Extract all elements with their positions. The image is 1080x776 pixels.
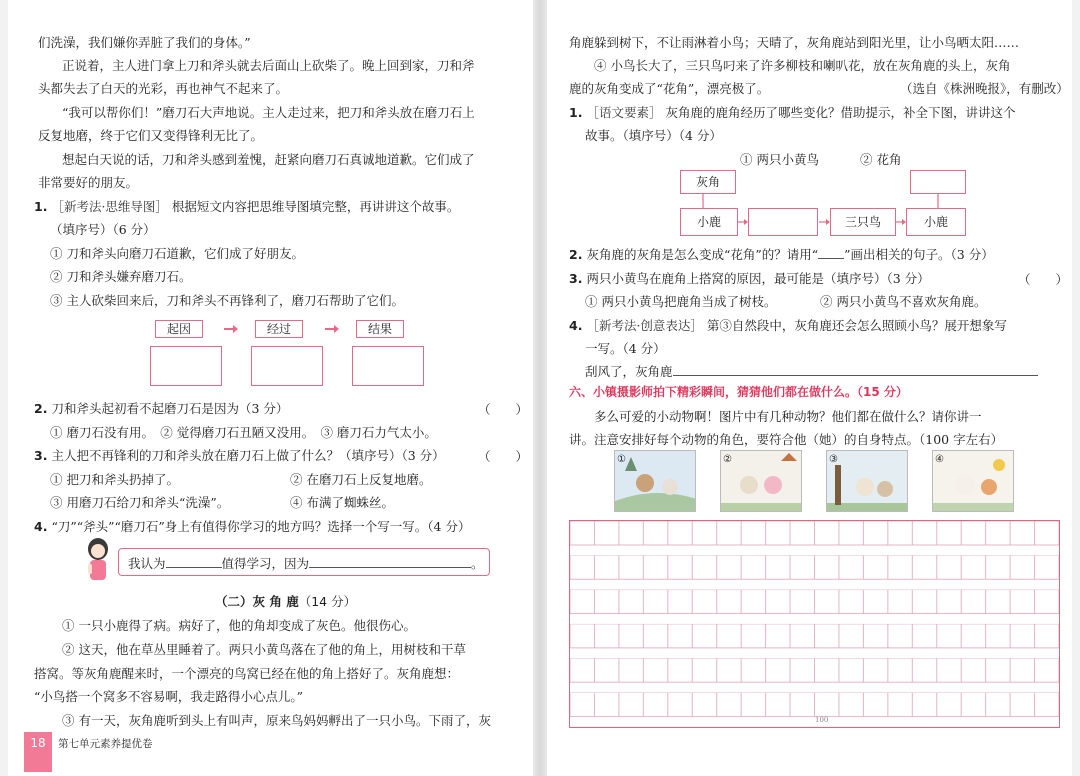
story-paragraph-1: ① 一只小鹿得了病。病好了，他的角却变成了灰色。他很伤心。 — [62, 618, 416, 633]
writing-grid-lines — [570, 521, 1059, 727]
r-question-4-number: 4. — [569, 318, 583, 333]
r-question-3-number: 3. — [569, 271, 583, 286]
r-question-4-tag: ［新考法·创意表达］ — [586, 318, 703, 333]
r-question-4 — [569, 317, 1007, 334]
story-paragraph-2b: 搭窝。等灰角鹿醒来时，一个漂亮的鸟窝已经在他的角上搭好了。灰角鹿想： — [34, 666, 460, 681]
answer-blank[interactable] — [166, 556, 222, 568]
question-3-number: 3. — [34, 448, 48, 463]
question-1 — [34, 198, 459, 215]
picture-3-number: ③ — [829, 454, 838, 465]
paragraph-1b: 头都失去了白天的光彩，再也神气不起来了。 — [38, 81, 289, 96]
r-question-3-option-1: ① 两只小黄鸟把鹿角当成了树枝。 — [585, 294, 777, 309]
flow-node-1-label: 小鹿 — [696, 215, 721, 229]
answer-blank[interactable] — [309, 556, 471, 568]
arrow-right-icon — [325, 325, 339, 333]
mindmap-label-cause: 起因 — [166, 322, 191, 336]
picture-3 — [826, 450, 908, 512]
story-paragraph-3: ③ 有一天，灰角鹿听到头上有叫声，原来鸟妈妈孵出了一只小鸟。下雨了，灰 — [62, 713, 491, 728]
r-question-3-text: 两只小黄鸟在鹿角上搭窝的原因，最可能是（填序号）（3 分） — [586, 271, 930, 286]
hint-2: ② 花角 — [860, 152, 902, 167]
r-question-2-text2: ”画出相关的句子。（3 分） — [844, 247, 994, 262]
flow-node-2-answer[interactable] — [748, 208, 818, 236]
section-6-prompt-2: 讲。注意安排好每个动物的角色，要符合他（她）的自身特点。（100 字左右） — [569, 432, 1004, 447]
r-question-3-option-2: ② 两只小黄鸟不喜欢灰角鹿。 — [820, 294, 987, 309]
page-number: 18 — [24, 732, 52, 772]
mindmap-label-box-2 — [255, 320, 303, 338]
question-3-text: 主人把不再锋利的刀和斧头放在磨刀石上做了什么？（填序号）（3 分） — [51, 448, 445, 463]
animal-scene-image — [827, 451, 908, 512]
section-2-title-text: （二）灰 角 鹿 — [215, 594, 299, 609]
mindmap-answer-box-1[interactable] — [150, 346, 222, 386]
r-question-4-text: 第③自然段中，灰角鹿还会怎么照顾小鸟？展开想象写 — [706, 318, 1007, 333]
question-1-text: 根据短文内容把思维导图填完整，再讲讲这个故事。 — [171, 199, 460, 214]
question-4-prompt-b: 值得学习，因为 — [221, 556, 310, 571]
picture-1-number: ① — [617, 454, 626, 465]
flow-node-4-label: 小鹿 — [923, 215, 948, 229]
story-paragraph-4b: 鹿的灰角变成了“花角”，漂亮极了。 — [569, 81, 770, 96]
question-2-number: 2. — [34, 401, 48, 416]
story-source: （选自《株洲晚报》，有删改） — [900, 81, 1069, 96]
r-question-3-answer-paren[interactable]: （ ） — [1018, 272, 1069, 287]
paragraph-3b: 非常要好的朋友。 — [38, 175, 139, 190]
r-question-1-number: 1. — [569, 105, 583, 120]
flow-node-3 — [830, 208, 896, 236]
story-paragraph-2c: “小鸟搭一个窝多不容易啊，我走路得小心点儿。” — [34, 689, 304, 704]
question-4-answer-line[interactable] — [128, 555, 484, 572]
picture-2 — [720, 450, 802, 512]
mindmap-label-result: 结果 — [367, 322, 392, 336]
question-3 — [34, 447, 445, 464]
question-3-answer-paren[interactable]: （ ） — [478, 449, 529, 464]
question-1-option-2: ② 刀和斧头嫌弃磨刀石。 — [50, 269, 192, 284]
question-4-number: 4. — [34, 519, 48, 534]
r-question-1 — [569, 104, 1015, 121]
picture-1 — [614, 450, 696, 512]
section-6-title: 六、小镇摄影师拍下精彩瞬间，猜猜他们都在做什么。（15 分） — [569, 385, 908, 399]
hint-1: ① 两只小黄鸟 — [740, 152, 819, 167]
animal-scene-image — [721, 451, 802, 512]
question-3-option-3: ③ 用磨刀石给刀和斧头“洗澡”。 — [50, 495, 230, 510]
mindmap-label-process: 经过 — [266, 322, 291, 336]
mindmap-answer-box-3[interactable] — [352, 346, 424, 386]
answer-blank[interactable] — [673, 364, 1038, 376]
flow-node-3-label: 三只鸟 — [844, 215, 881, 229]
book-gutter — [533, 0, 547, 776]
question-4 — [34, 518, 470, 535]
story-paragraph-4a: ④ 小鸟长大了，三只鸟叼来了许多柳枝和喇叭花，放在灰角鹿的头上，灰角 — [594, 58, 1011, 73]
question-2 — [34, 400, 288, 417]
question-2-answer-paren[interactable]: （ ） — [478, 402, 529, 417]
flow-top-answer-box[interactable] — [910, 170, 966, 194]
paragraph-1a: 正说着，主人进门拿上刀和斧头就去后面山上砍柴了。晚上回到家，刀和斧 — [62, 58, 475, 73]
paragraph-2b: 反复地磨，终于它们又变得锋利无比了。 — [38, 128, 264, 143]
flow-node-1 — [680, 208, 738, 236]
mindmap-label-box-1 — [155, 320, 203, 338]
r-question-4-start: 刮风了，灰角鹿 — [585, 364, 673, 379]
r-question-1-tag: ［语文要素］ — [586, 105, 662, 120]
question-4-text: “刀”“斧头”“磨刀石”身上有值得你学习的地方吗？选择一个写一写。（4 分） — [51, 519, 471, 534]
picture-4-number: ④ — [935, 454, 944, 465]
flow-node-4 — [906, 208, 966, 236]
question-1-tag: ［新考法·思维导图］ — [51, 199, 168, 214]
question-3-option-1: ① 把刀和斧头扔掉了。 — [50, 472, 179, 487]
question-2-options: ① 磨刀石没有用。 ② 觉得磨刀石丑陋又没用。 ③ 磨刀石力气太小。 — [50, 425, 437, 440]
r-question-2-text: 灰角鹿的灰角是怎么变成“花角”的？请用“ — [586, 247, 819, 262]
question-1-option-3: ③ 主人砍柴回来后，刀和斧头不再锋利了，磨刀石帮助了它们。 — [50, 293, 404, 308]
question-2-text: 刀和斧头起初看不起磨刀石是因为（3 分） — [51, 401, 289, 416]
arrow-right-icon — [224, 325, 238, 333]
r-question-4-answer[interactable] — [585, 363, 1038, 380]
mindmap-answer-box-2[interactable] — [251, 346, 323, 386]
picture-2-number: ② — [723, 454, 732, 465]
underline-sample — [818, 247, 844, 259]
story-paragraph-3-cont: 角鹿躲到树下，不让雨淋着小鸟；天晴了，灰角鹿站到阳光里，让小鸟晒太阳…… — [569, 35, 1020, 50]
r-question-2 — [569, 246, 994, 263]
paragraph-2a: “我可以帮你们！”磨刀石大声地说。主人走过来，把刀和斧头放在磨刀石上 — [62, 105, 475, 120]
section-2-score: （14 分） — [298, 594, 357, 609]
story-paragraph-2a: ② 这天，他在草丛里睡着了。两只小黄鸟落在了他的角上，用树枝和干草 — [62, 642, 466, 657]
r-question-2-number: 2. — [569, 247, 583, 262]
section-6-prompt-1: 多么可爱的小动物啊！图片中有几种动物？他们都在做什么？请你讲一 — [594, 409, 982, 424]
question-1-text2: （填序号）（6 分） — [50, 222, 156, 237]
girl-avatar-icon — [82, 536, 114, 582]
question-3-option-4: ④ 布满了蜘蛛丝。 — [290, 495, 394, 510]
question-1-option-1: ① 刀和斧头向磨刀石道歉，它们成了好朋友。 — [50, 246, 304, 261]
picture-4 — [932, 450, 1014, 512]
r-question-4-text2: 一写。（4 分） — [585, 341, 666, 356]
r-question-3 — [569, 270, 930, 287]
section-2-title — [215, 593, 356, 610]
question-3-option-2: ② 在磨刀石上反复地磨。 — [290, 472, 432, 487]
question-4-prompt-a: 我认为 — [128, 556, 166, 571]
animal-scene-image — [933, 451, 1014, 512]
writing-grid[interactable] — [569, 520, 1060, 728]
animal-scene-image — [615, 451, 696, 512]
flow-top-label: 灰角 — [695, 175, 720, 189]
paragraph-3a: 想起白天说的话，刀和斧头感到羞愧，赶紧向磨刀石真诚地道歉。它们成了 — [62, 152, 475, 167]
grid-word-count-mark: 100 — [815, 716, 829, 724]
question-4-end: 。 — [471, 556, 484, 571]
paragraph-wash: 们洗澡，我们嫌你弄脏了我们的身体。” — [38, 35, 251, 50]
r-question-1-text2: 故事。（填序号）（4 分） — [585, 128, 722, 143]
footer-title: 第七单元素养提优卷 — [58, 738, 153, 750]
mindmap-label-box-3 — [356, 320, 404, 338]
question-1-number: 1. — [34, 199, 48, 214]
flow-top-box — [680, 170, 736, 194]
r-question-1-text: 灰角鹿的鹿角经历了哪些变化？借助提示，补全下图，讲讲这个 — [665, 105, 1016, 120]
